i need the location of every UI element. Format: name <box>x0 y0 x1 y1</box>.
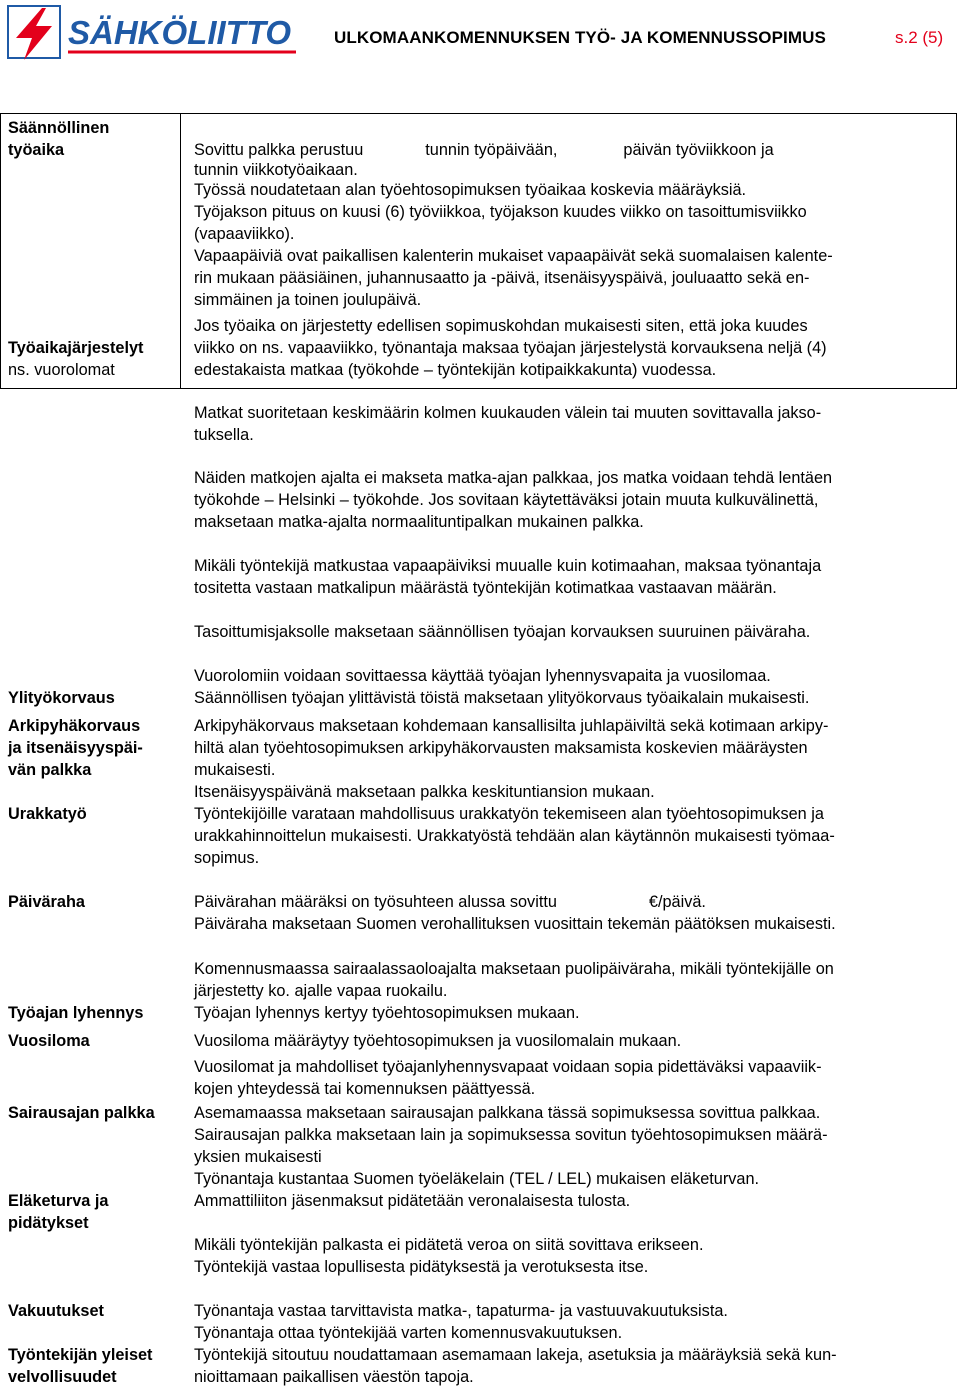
urakkatyo-text: Työntekijöille varataan mahdollisuus urakkatyön tekemiseen alan työehtosopimuksen ja urakkahinnoittelun mukaisesti. Urakkatyöstä tehdään alan käytännön mukaisesti työmaa- sopimus. <box>194 805 835 867</box>
label-arkipyhakorvaus: Arkipyhäkorvaus ja itsenäisyyspäi- vän palkka <box>8 717 143 779</box>
paivaraha-text-1: Päivärahan määräksi on työsuhteen alussa sovittu €/päivä. Päiväraha maksetaan Suomen verohallituksen vuosittain tekemän päätöksen mukaisesti. <box>194 893 836 933</box>
elaketurva-text-2: Mikäli työntekijän palkasta ei pidätetä veroa on siitä sovittava erikseen. Työntekijä vastaa lopullisesta pidätyksestä ja verotuksesta itse. <box>194 1236 704 1276</box>
label-tyontekijan-velvollisuudet: Työntekijän yleiset velvollisuudet <box>8 1346 153 1386</box>
label-paivaraha: Päiväraha <box>8 893 85 911</box>
label-tyoajan-lyhennys: Työajan lyhennys <box>8 1004 144 1022</box>
label-elaketurva: Eläketurva ja pidätykset <box>8 1192 109 1232</box>
tyontekijan-velvollisuudet-text: Työntekijä sitoutuu noudattamaan asemamaan lakeja, asetuksia ja määräyksiä sekä kun- nioittamaan paikallisen väestön tapoja. <box>194 1346 837 1386</box>
tyoaikajarjestelyt-p1: Jos työaika on järjestetty edellisen sopimuskohdan mukaisesti siten, että joka kuudes viikko on ns. vapaaviikko, työnantaja maksaa työajan järjestelystä korvauksena neljä (4) edestakaista matkaa (työkohde – työntekijän kotipaikkakunta) vuodessa. <box>194 317 827 379</box>
document-title: ULKOMAANKOMENNUKSEN TYÖ- JA KOMENNUSSOPIMUS <box>334 28 826 47</box>
label-urakkatyo: Urakkatyö <box>8 805 87 823</box>
tyoaikajarjestelyt-p4: Mikäli työntekijä matkustaa vapaapäiviksi muualle kuin kotimaahan, maksaa työnantaja tositetta vastaan matkalipun määrästä työntekijän kotimatkaa vastaavan määrän. <box>194 557 822 597</box>
tyoaikajarjestelyt-p3: Näiden matkojen ajalta ei makseta matka-ajan palkkaa, jos matka voidaan tehdä lentäen työkohde – Helsinki – työkohde. Jos sovitaan käytettäväksi jotain muuta kulkuvälinettä, maksetaan matka-ajalta normaalituntipalkan mukainen palkka. <box>194 469 833 531</box>
label-tyoaikajarjestelyt: Työaikajärjestelyt ns. vuorolomat <box>8 339 144 379</box>
label-vuosiloma: Vuosiloma <box>8 1032 90 1050</box>
tyoaikajarjestelyt-p6: Vuorolomiin voidaan sovittaessa käyttää työajan lyhennysvapaita ja vuosilomaa. <box>194 667 771 685</box>
sahkoliitto-logo <box>6 4 302 62</box>
tyoajan-lyhennys-text: Työajan lyhennys kertyy työehtosopimuksen mukaan. <box>194 1004 580 1022</box>
elaketurva-text-1: Työnantaja kustantaa Suomen työeläkelain (TEL / LEL) mukaisen eläketurvan. Ammattiliiton jäsenmaksut pidätetään veronalaisesta tulosta. <box>194 1170 760 1210</box>
tyoaika-line-1: Sovittu palkka perustuu tunnin työpäivään, päivän työviikkoon ja <box>194 141 774 159</box>
tyoaika-text: Sovittu palkka perustuu tunnin työpäivään, päivän työviikkoon ja tunnin viikkotyöaikaan. Työssä noudatetaan alan työehtosopimuksen työaikaa koskevia määräyksiä. Työjakson pituus on kuusi (6) työviikkoa, työjakson kuudes viikko on tasoittumisviikko (vapaaviikko). Vapaapäiviä ovat paikallisen kalenterin mukaiset vapaapäivät sekä suomalaisen kalente- rin mukaan pääsiäinen, juhannusaatto ja -päivä, itsenäisyyspäivä, jouluaatto sekä en- simmäinen ja toinen joulupäivä. <box>194 139 946 311</box>
tyoaikajarjestelyt-p5: Tasoittumisjaksolle maksetaan säännöllisen työajan korvauksen suuruinen päiväraha. <box>194 623 811 641</box>
arkipyhakorvaus-text: Arkipyhäkorvaus maksetaan kohdemaan kansallisilta juhlapäiviltä sekä kotimaan arkipy- hiltä alan työehtosopimuksen arkipyhäkorvausten maksamista koskevien määräysten mukaisesti. Itsenäisyyspäivänä maksetaan palkka keskituntiansion mukaan. <box>194 717 829 801</box>
page-header <box>0 0 960 70</box>
label-sairausajan-palkka: Sairausajan palkka <box>8 1104 155 1122</box>
page-number: s.2 (5) <box>895 28 944 47</box>
tyoaikajarjestelyt-p2: Matkat suoritetaan keskimäärin kolmen kuukauden välein tai muuten sovittavalla jakso- tuksella. <box>194 404 822 444</box>
vuosiloma-text: Vuosiloma määräytyy työehtosopimuksen ja vuosilomalain mukaan. Vuosilomat ja mahdolliset työajanlyhennysvapaat voidaan sopia pidettäväksi vapaaviik- kojen yhteydessä tai komennuksen päättyessä. <box>194 1032 822 1098</box>
vakuutukset-text: Työnantaja vastaa tarvittavista matka-, tapaturma- ja vastuuvakuutuksista. Työnantaja ottaa työntekijää varten komennusvakuutuksen. <box>194 1302 728 1342</box>
ylityokorvaus-text: Säännöllisen työajan ylittävistä töistä maksetaan ylityökorvaus työaikalain mukaisesti. <box>194 689 810 707</box>
sairausajan-palkka-text: Asemamaassa maksetaan sairausajan palkkana tässä sopimuksessa sovittua palkkaa. Sairausajan palkka maksetaan lain ja sopimuksessa sovitun työehtosopimuksen määrä- yksien mukaisesti <box>194 1104 828 1166</box>
label-vakuutukset: Vakuutukset <box>8 1302 104 1320</box>
paivaraha-text-2: Komennusmaassa sairaalassaoloajalta maksetaan puolipäiväraha, mikäli työntekijälle on järjestetty ko. ajalle vapaa ruokailu. <box>194 960 834 1000</box>
svg-text:SÄHKÖLIITTO: SÄHKÖLIITTO <box>68 14 292 51</box>
label-ylityokorvaus: Ylityökorvaus <box>8 689 115 707</box>
label-saannollinen-tyoaika: Säännöllinen työaika <box>8 119 110 159</box>
